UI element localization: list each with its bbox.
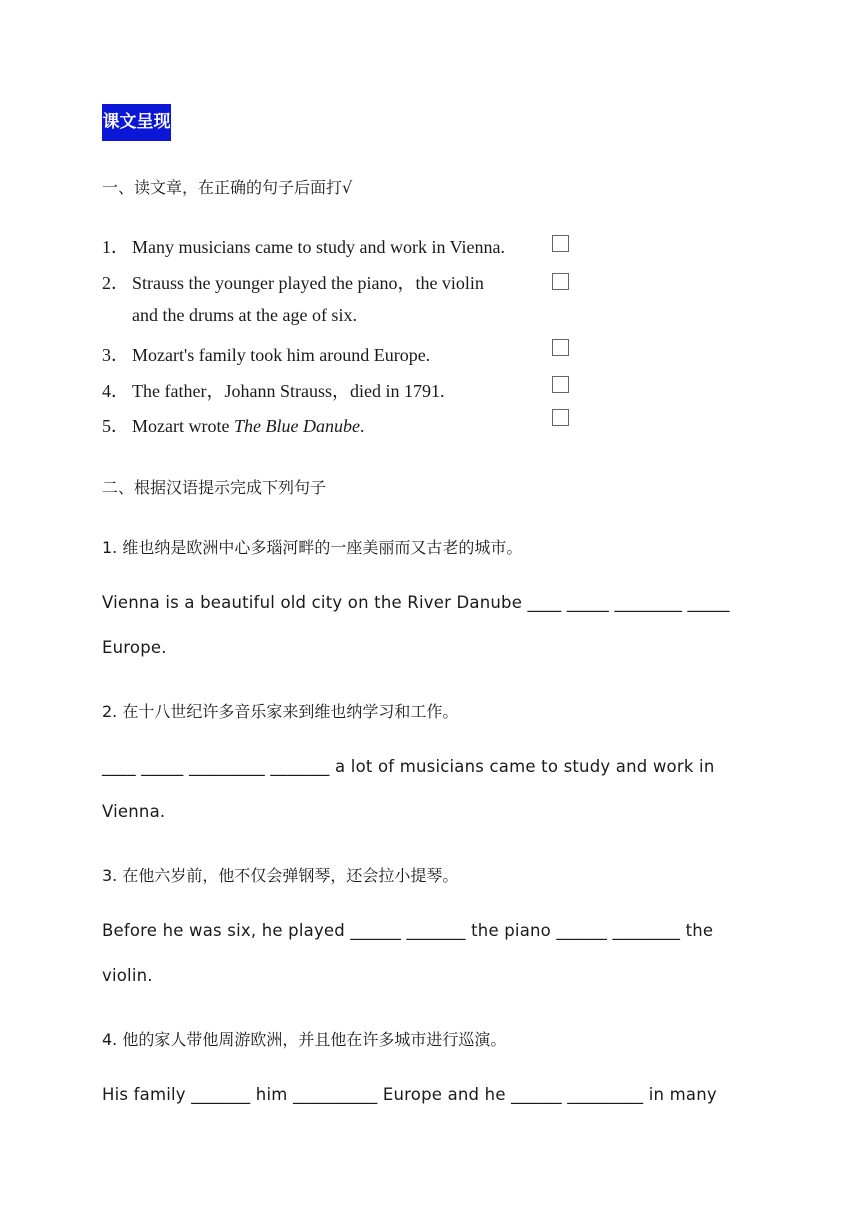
- fill-sentence-2-line2: Vienna.: [102, 802, 166, 821]
- translation-prompt-1: 1. 维也纳是欧洲中心多瑙河畔的一座美丽而又古老的城市。: [102, 538, 523, 557]
- translation-prompt-4: 4. 他的家人带他周游欧洲，并且他在许多城市进行巡演。: [102, 1030, 507, 1049]
- true-false-item-2: 2． Strauss the younger played the piano，the violin: [102, 273, 484, 293]
- section1-heading: 一、读文章，在正确的句子后面打√: [102, 178, 353, 197]
- song-title: The Blue Danube: [233, 416, 360, 436]
- true-false-item-2-continued: and the drums at the age of six.: [132, 305, 357, 325]
- section2-heading: 二、根据汉语提示完成下列句子: [102, 478, 327, 497]
- true-false-item-1: 1． Many musicians came to study and work in Vienna.: [102, 237, 506, 257]
- true-false-item-3: 3． Mozart's family took him around Europe.: [102, 345, 431, 365]
- true-false-item-5: 5． Mozart wrote The Blue Danube.: [102, 416, 365, 436]
- fill-sentence-3-line2: violin.: [102, 966, 153, 985]
- true-false-item-4: 4． The father，Johann Strauss，died in 1791.: [102, 381, 445, 401]
- fill-sentence-1-line2: Europe.: [102, 638, 167, 657]
- checkbox-3[interactable]: [552, 339, 569, 356]
- translation-prompt-2: 2. 在十八世纪许多音乐家来到维也纳学习和工作。: [102, 702, 459, 721]
- translation-prompt-3: 3. 在他六岁前，他不仅会弹钢琴，还会拉小提琴。: [102, 866, 459, 885]
- fill-sentence-3-line1[interactable]: Before he was six, he played ______ _______ the piano ______ ________ the: [102, 921, 714, 940]
- checkbox-5[interactable]: [552, 409, 569, 426]
- fill-sentence-4-line1[interactable]: His family _______ him __________ Europe and he ______ _________ in many: [102, 1085, 717, 1104]
- checkbox-4[interactable]: [552, 376, 569, 393]
- checkbox-1[interactable]: [552, 235, 569, 252]
- fill-sentence-2-line1[interactable]: ____ _____ _________ _______ a lot of musicians came to study and work in: [102, 757, 715, 776]
- fill-sentence-1-line1[interactable]: Vienna is a beautiful old city on the River Danube ____ _____ ________ _____: [102, 593, 730, 612]
- section-tag: 课文呈现: [102, 104, 171, 141]
- checkbox-2[interactable]: [552, 273, 569, 290]
